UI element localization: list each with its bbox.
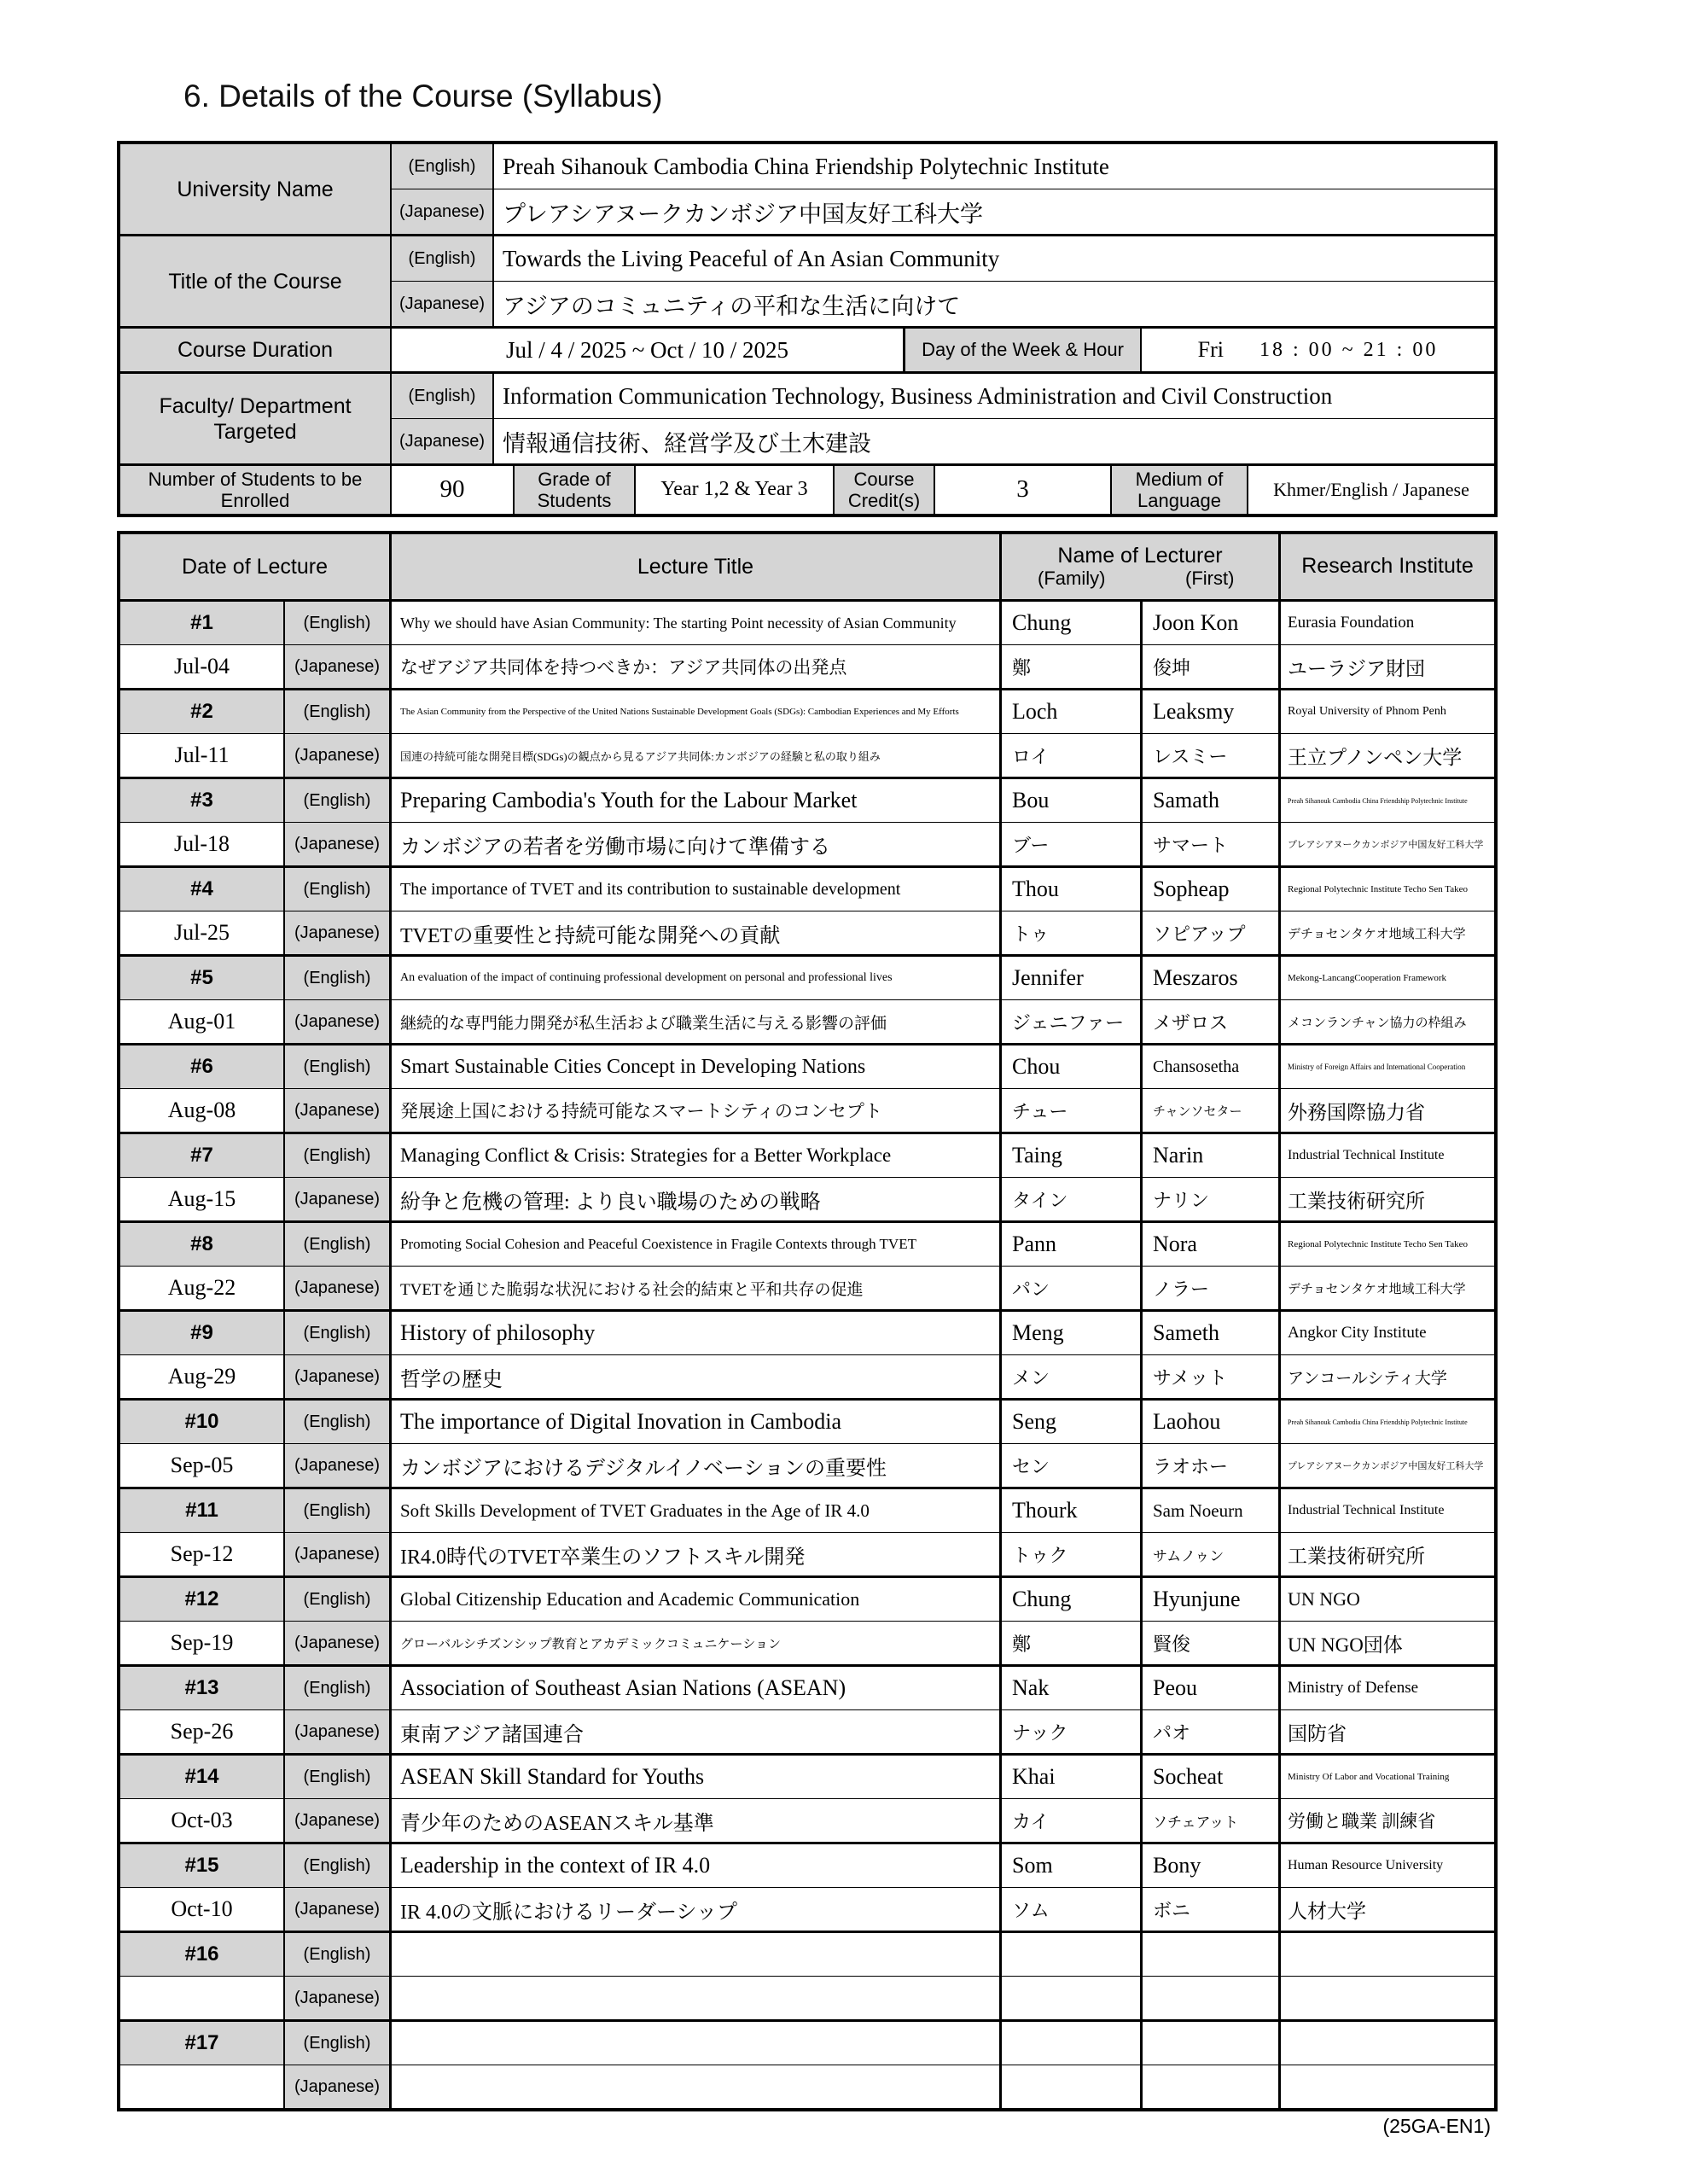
english-tag-cell: (English) <box>285 957 392 999</box>
lecture-title-en-cell: Smart Sustainable Cities Concept in Developing Nations <box>392 1045 1002 1088</box>
japanese-tag-cell: (Japanese) <box>285 1710 392 1753</box>
research-institute-ja-cell: デチョセンタケオ地域工科大学 <box>1288 927 1466 941</box>
credits-value: 3 <box>935 466 1112 514</box>
english-tag-cell: (English) <box>285 1844 392 1887</box>
course-duration-value: Jul / 4 / 2025 ~ Oct / 10 / 2025 <box>392 329 905 371</box>
lecturer-family-en-cell: Thourk <box>1002 1489 1143 1532</box>
research-institute-en-cell: UN NGO <box>1288 1588 1360 1610</box>
lecturer-family-ja-cell: 鄭 <box>1002 645 1143 688</box>
research-institute-en-cell: Ministry of Foreign Affairs and International Cooperation <box>1288 1063 1466 1071</box>
lecture-title-ja-cell: 青少年のためのASEANスキル基準 <box>392 1799 1002 1842</box>
lecturer-family-en-cell: Chung <box>1002 1578 1143 1621</box>
lecture-date-cell: Aug-01 <box>120 1000 285 1043</box>
research-institute-en-cell: Eurasia Foundation <box>1288 614 1415 632</box>
lecturer-family-ja-cell: カイ <box>1002 1799 1143 1842</box>
research-institute-en-cell: Ministry of Defense <box>1288 1679 1419 1697</box>
lecturer-first-ja-cell: 賢俊 <box>1143 1622 1281 1664</box>
research-institute-ja-cell: UN NGO団体 <box>1288 1634 1403 1656</box>
lecture-number-cell: #17 <box>120 2022 285 2065</box>
lecturer-family-en-cell: Seng <box>1002 1401 1143 1443</box>
lecture-title-ja-cell: 哲学の歴史 <box>392 1355 1002 1398</box>
research-institute-en-cell: Human Resource University <box>1288 1858 1444 1872</box>
japanese-tag-cell: (Japanese) <box>285 1533 392 1575</box>
research-institute-en-cell: Regional Polytechnic Institute Techo Sen Takeo <box>1288 884 1468 894</box>
faculty-label: Faculty/ Department Targeted <box>120 374 392 463</box>
lecture-date-cell <box>120 2065 285 2108</box>
lecture-title-ja-cell: 紛争と危機の管理: より良い職場のための戦略 <box>392 1178 1002 1220</box>
lecture-number-cell: #8 <box>120 1223 285 1266</box>
lecture-number-cell: #4 <box>120 868 285 911</box>
lecture-title-ja-cell <box>392 1977 1002 2019</box>
research-institute-ja-cell: ユーラジア財団 <box>1288 657 1425 679</box>
faculty-band <box>120 374 1494 466</box>
lecture-row-pair <box>120 868 1494 957</box>
lecturer-first-en-cell: Chansosetha <box>1143 1045 1281 1088</box>
lecture-title-ja-cell: 継続的な専門能力開発が私生活および職業生活に与える影響の評価 <box>392 1000 1002 1043</box>
lecture-date-cell: Jul-04 <box>120 645 285 688</box>
lecturer-first-en-cell: Samath <box>1143 779 1281 822</box>
course-info-table <box>117 141 1498 517</box>
lecturer-first-en-cell: Peou <box>1143 1667 1281 1709</box>
english-tag-cell: (English) <box>285 1933 392 1976</box>
lecture-row-pair <box>120 602 1494 690</box>
lecturer-first-ja-cell: サメット <box>1143 1355 1281 1398</box>
research-institute-ja-cell: プレアシアヌークカンボジア中国友好工科大学 <box>1288 840 1484 850</box>
lecture-title-ja-cell: 国連の持続可能な開発目標(SDGs)の観点から見るアジア共同体:カンボジアの経験と私の取り組み <box>392 734 1002 777</box>
course-title-english-tag: (English) <box>392 236 494 281</box>
lecture-table-header <box>120 534 1494 602</box>
lecturer-family-en-cell: Taing <box>1002 1134 1143 1177</box>
lecturer-family-en-cell: Khai <box>1002 1756 1143 1798</box>
lecturer-family-ja-cell: パン <box>1002 1267 1143 1309</box>
research-institute-ja-cell: 工業技術研究所 <box>1288 1545 1425 1567</box>
english-tag-cell: (English) <box>285 1312 392 1354</box>
lecturer-family-ja-cell <box>1002 2065 1143 2108</box>
research-institute-ja-cell: メコンランチャン協力の枠組み <box>1288 1016 1467 1030</box>
english-tag-cell: (English) <box>285 602 392 644</box>
lecture-number-cell: #12 <box>120 1578 285 1621</box>
lecture-title-ja-cell: グローバルシチズンシップ教育とアカデミックコミュニケーション <box>392 1622 1002 1664</box>
lecture-row-pair <box>120 1134 1494 1223</box>
enrollment-label: Number of Students to be Enrolled <box>120 466 392 514</box>
medium-value: Khmer/English / Japanese <box>1273 479 1469 501</box>
lecturer-family-en-cell: Chung <box>1002 602 1143 644</box>
research-institute-en-cell: Angkor City Institute <box>1288 1324 1427 1342</box>
research-institute-ja-cell: 労働と職業 訓練省 <box>1288 1811 1436 1832</box>
research-institute-ja-cell: 外務国際協力省 <box>1288 1101 1425 1123</box>
lecture-title-ja-cell: TVETを通じた脆弱な状況における社会的結束と平和共存の促進 <box>392 1267 1002 1309</box>
lecturer-first-en-cell: Bony <box>1143 1844 1281 1887</box>
lecturer-first-ja-cell: ボニ <box>1143 1888 1281 1931</box>
lecture-title-en-cell: ASEAN Skill Standard for Youths <box>392 1756 1002 1798</box>
lecturer-family-en-cell: Meng <box>1002 1312 1143 1354</box>
lecturer-family-en-cell: Som <box>1002 1844 1143 1887</box>
lecturer-family-ja-cell: タイン <box>1002 1178 1143 1220</box>
faculty-ja: 情報通信技術、経営学及び土木建設 <box>503 430 871 457</box>
lecturer-family-en-cell: Chou <box>1002 1045 1143 1088</box>
course-title-ja: アジアのコミュニティの平和な生活に向けて <box>503 293 961 319</box>
research-institute-ja-cell: 工業技術研究所 <box>1288 1190 1425 1212</box>
faculty-en: Information Communication Technology, Business Administration and Civil Construction <box>503 382 1333 409</box>
course-title-japanese-tag: (Japanese) <box>392 282 494 326</box>
lecture-date-cell: Oct-03 <box>120 1799 285 1842</box>
lecturer-family-ja-cell: ナック <box>1002 1710 1143 1753</box>
lecture-number-cell: #2 <box>120 690 285 733</box>
lecture-title-en-cell: Promoting Social Cohesion and Peaceful Coexistence in Fragile Contexts through TVET <box>392 1223 1002 1266</box>
japanese-tag-cell: (Japanese) <box>285 1977 392 2019</box>
course-duration-band <box>120 329 1494 374</box>
lecture-title-en-cell <box>392 1933 1002 1976</box>
lecture-number-cell: #9 <box>120 1312 285 1354</box>
lecture-date-cell: Sep-12 <box>120 1533 285 1575</box>
japanese-tag-cell: (Japanese) <box>285 1444 392 1487</box>
lecturer-first-ja-cell <box>1143 1977 1281 2019</box>
header-lecture-title: Lecture Title <box>392 534 1002 599</box>
lecture-number-cell: #14 <box>120 1756 285 1798</box>
japanese-tag-cell: (Japanese) <box>285 1267 392 1309</box>
japanese-tag-cell: (Japanese) <box>285 1622 392 1664</box>
english-tag-cell: (English) <box>285 779 392 822</box>
lecture-date-cell: Jul-25 <box>120 911 285 954</box>
lecture-rows <box>120 602 1494 2108</box>
japanese-tag-cell: (Japanese) <box>285 1355 392 1398</box>
lecturer-first-ja-cell: ノラー <box>1143 1267 1281 1309</box>
course-title-en: Towards the Living Peaceful of An Asian Community <box>503 245 1000 271</box>
lecturer-family-ja-cell: 鄭 <box>1002 1622 1143 1664</box>
header-first: (First) <box>1185 568 1235 590</box>
research-institute-en-cell: Industrial Technical Institute <box>1288 1148 1445 1162</box>
lecture-date-cell: Sep-05 <box>120 1444 285 1487</box>
lecture-number-cell: #16 <box>120 1933 285 1976</box>
lecture-date-cell: Jul-11 <box>120 734 285 777</box>
header-name-of-lecturer <box>1002 534 1281 599</box>
lecturer-first-ja-cell: ソピアップ <box>1143 911 1281 954</box>
lecturer-family-ja-cell: トゥク <box>1002 1533 1143 1575</box>
lecture-title-en-cell: Why we should have Asian Community: The starting Point necessity of Asian Community <box>392 602 1002 644</box>
course-title-band <box>120 236 1494 329</box>
english-tag-cell: (English) <box>285 2022 392 2065</box>
research-institute-ja-cell <box>1281 2065 1494 2108</box>
lecture-row-pair <box>120 1401 1494 1489</box>
day-of-week-hour-value <box>1142 329 1494 371</box>
english-tag-cell: (English) <box>285 1134 392 1177</box>
lecture-title-en-cell: Preparing Cambodia's Youth for the Labour Market <box>392 779 1002 822</box>
japanese-tag-cell: (Japanese) <box>285 645 392 688</box>
lecturer-family-ja-cell: ソム <box>1002 1888 1143 1931</box>
japanese-tag-cell: (Japanese) <box>285 823 392 865</box>
lecturer-first-en-cell <box>1143 2022 1281 2065</box>
lecture-title-en-cell: Leadership in the context of IR 4.0 <box>392 1844 1002 1887</box>
research-institute-ja-cell: アンコールシティ大学 <box>1288 1369 1447 1388</box>
lecture-row-pair <box>120 1578 1494 1667</box>
english-tag-cell: (English) <box>285 1578 392 1621</box>
research-institute-en-cell: Ministry Of Labor and Vocational Training <box>1288 1772 1450 1782</box>
lecture-title-en-cell: Managing Conflict & Crisis: Strategies for a Better Workplace <box>392 1134 1002 1177</box>
lecturer-family-en-cell: Jennifer <box>1002 957 1143 999</box>
lecture-date-cell: Aug-15 <box>120 1178 285 1220</box>
english-tag-cell: (English) <box>285 1045 392 1088</box>
grade-label: Grade of Students <box>515 466 636 514</box>
header-research-institute: Research Institute <box>1301 554 1474 579</box>
lecturer-family-ja-cell: ジェニファー <box>1002 1000 1143 1043</box>
japanese-tag-cell: (Japanese) <box>285 2065 392 2108</box>
lecture-row-pair <box>120 1933 1494 2022</box>
lecture-date-cell: Sep-26 <box>120 1710 285 1753</box>
lecture-title-en-cell: The importance of Digital Inovation in Cambodia <box>392 1401 1002 1443</box>
lecturer-first-en-cell: Socheat <box>1143 1756 1281 1798</box>
research-institute-ja-cell: デチョセンタケオ地域工科大学 <box>1288 1282 1466 1296</box>
research-institute-ja-cell: 国防省 <box>1288 1722 1347 1744</box>
lecturer-family-en-cell: Loch <box>1002 690 1143 733</box>
lecturer-family-ja-cell <box>1002 1977 1143 2019</box>
lecturer-first-ja-cell: メザロス <box>1143 1000 1281 1043</box>
lecturer-family-en-cell: Thou <box>1002 868 1143 911</box>
day-of-week-hour-label: Day of the Week & Hour <box>905 329 1142 371</box>
lecture-number-cell: #5 <box>120 957 285 999</box>
english-tag-cell: (English) <box>285 868 392 911</box>
lecture-title-ja-cell: 発展途上国における持続可能なスマートシティのコンセプト <box>392 1089 1002 1132</box>
lecturer-first-ja-cell: サマート <box>1143 823 1281 865</box>
lecture-row-pair <box>120 1667 1494 1756</box>
lecturer-first-en-cell: Hyunjune <box>1143 1578 1281 1621</box>
lecturer-first-ja-cell: ラオホー <box>1143 1444 1281 1487</box>
lecture-title-en-cell: Association of Southeast Asian Nations (ASEAN) <box>392 1667 1002 1709</box>
lecture-date-cell: Aug-08 <box>120 1089 285 1132</box>
lecturer-first-en-cell: Narin <box>1143 1134 1281 1177</box>
lecture-title-en-cell: History of philosophy <box>392 1312 1002 1354</box>
lecture-row-pair <box>120 2022 1494 2108</box>
lecture-date-cell: Aug-22 <box>120 1267 285 1309</box>
lecture-title-en-cell: Soft Skills Development of TVET Graduates in the Age of IR 4.0 <box>392 1489 1002 1532</box>
lecture-row-pair <box>120 957 1494 1045</box>
lecturer-first-ja-cell: ソチェアット <box>1143 1799 1281 1842</box>
lecture-date-cell: Sep-19 <box>120 1622 285 1664</box>
research-institute-en-cell: Industrial Technical Institute <box>1288 1503 1445 1517</box>
research-institute-en-cell: Preah Sihanouk Cambodia China Friendship Polytechnic Institute <box>1288 1418 1468 1426</box>
english-tag-cell: (English) <box>285 1489 392 1532</box>
english-tag-cell: (English) <box>285 1401 392 1443</box>
research-institute-en-cell <box>1281 1933 1494 1976</box>
lecturer-family-en-cell: Pann <box>1002 1223 1143 1266</box>
lecture-row-pair <box>120 1223 1494 1312</box>
japanese-tag-cell: (Japanese) <box>285 1799 392 1842</box>
lecture-row-pair <box>120 1312 1494 1401</box>
header-lecturer-line: Name of Lecturer <box>1057 543 1223 568</box>
research-institute-ja-cell: 人材大学 <box>1288 1900 1366 1922</box>
lecture-date-cell: Jul-18 <box>120 823 285 865</box>
hour-range: 18 : 00 ~ 21 : 00 <box>1259 338 1439 361</box>
lecturer-family-en-cell <box>1002 2022 1143 2065</box>
lecturer-first-en-cell: Sameth <box>1143 1312 1281 1354</box>
research-institute-en-cell: Mekong-LancangCooperation Framework <box>1288 973 1447 983</box>
lecturer-first-en-cell: Laohou <box>1143 1401 1281 1443</box>
enrollment-value: 90 <box>392 466 515 514</box>
form-code: (25GA-EN1) <box>1382 2115 1491 2137</box>
lecturer-family-ja-cell: チュー <box>1002 1089 1143 1132</box>
research-institute-en-cell: Royal University of Phnom Penh <box>1288 705 1446 718</box>
grade-value: Year 1,2 & Year 3 <box>636 466 835 514</box>
university-english-tag: (English) <box>392 144 494 189</box>
lecture-title-en-cell: An evaluation of the impact of continuing professional development on personal and professional lives <box>392 957 1002 999</box>
faculty-english-tag: (English) <box>392 374 494 418</box>
university-japanese-tag: (Japanese) <box>392 189 494 234</box>
lecture-title-ja-cell: カンボジアの若者を労働市場に向けて準備する <box>392 823 1002 865</box>
university-name-ja: プレアシアヌークカンボジア中国友好工科大学 <box>503 201 983 227</box>
lecturer-first-ja-cell: 俊坤 <box>1143 645 1281 688</box>
lecturer-family-ja-cell: ブー <box>1002 823 1143 865</box>
lecture-title-ja-cell: IR4.0時代のTVET卒業生のソフトスキル開発 <box>392 1533 1002 1575</box>
lecture-table <box>117 531 1498 2111</box>
lecturer-family-en-cell <box>1002 1933 1143 1976</box>
lecture-number-cell: #13 <box>120 1667 285 1709</box>
lecture-row-pair <box>120 1756 1494 1844</box>
japanese-tag-cell: (Japanese) <box>285 1178 392 1220</box>
lecturer-first-en-cell: Leaksmy <box>1143 690 1281 733</box>
lecture-row-pair <box>120 690 1494 779</box>
lecturer-first-en-cell: Joon Kon <box>1143 602 1281 644</box>
lecturer-family-en-cell: Nak <box>1002 1667 1143 1709</box>
lecture-number-cell: #6 <box>120 1045 285 1088</box>
lecturer-family-ja-cell: メン <box>1002 1355 1143 1398</box>
lecture-number-cell: #1 <box>120 602 285 644</box>
lecture-title-en-cell <box>392 2022 1002 2065</box>
lecturer-first-ja-cell <box>1143 2065 1281 2108</box>
research-institute-ja-cell: 王立プノンペン大学 <box>1288 746 1463 768</box>
page-title: 6. Details of the Course (Syllabus) <box>183 79 663 114</box>
lecture-number-cell: #10 <box>120 1401 285 1443</box>
english-tag-cell: (English) <box>285 1667 392 1709</box>
lecture-number-cell: #11 <box>120 1489 285 1532</box>
course-duration-label: Course Duration <box>120 329 392 371</box>
lecturer-first-en-cell <box>1143 1933 1281 1976</box>
header-family: (Family) <box>1038 568 1106 590</box>
lecture-title-ja-cell: IR 4.0の文脈におけるリーダーシップ <box>392 1888 1002 1931</box>
lecture-number-cell: #7 <box>120 1134 285 1177</box>
enrollment-band <box>120 466 1494 514</box>
course-title-label: Title of the Course <box>120 236 392 326</box>
research-institute-en-cell: Regional Polytechnic Institute Techo Sen Takeo <box>1288 1239 1468 1249</box>
research-institute-ja-cell <box>1281 1977 1494 2019</box>
lecture-title-ja-cell: カンボジアにおけるデジタルイノベーションの重要性 <box>392 1444 1002 1487</box>
lecturer-first-ja-cell: チャンソセター <box>1143 1089 1281 1132</box>
research-institute-en-cell <box>1281 2022 1494 2065</box>
faculty-japanese-tag: (Japanese) <box>392 419 494 463</box>
english-tag-cell: (English) <box>285 1223 392 1266</box>
japanese-tag-cell: (Japanese) <box>285 1000 392 1043</box>
lecture-title-en-cell: Global Citizenship Education and Academic Communication <box>392 1578 1002 1621</box>
lecture-row-pair <box>120 1489 1494 1578</box>
lecture-number-cell: #15 <box>120 1844 285 1887</box>
lecturer-first-ja-cell: パオ <box>1143 1710 1281 1753</box>
lecture-row-pair <box>120 1045 1494 1134</box>
lecturer-first-ja-cell: レスミー <box>1143 734 1281 777</box>
lecture-title-ja-cell: なぜアジア共同体を持つべきか：アジア共同体の出発点 <box>392 645 1002 688</box>
lecturer-first-ja-cell: サムノゥン <box>1143 1533 1281 1575</box>
english-tag-cell: (English) <box>285 690 392 733</box>
lecturer-first-en-cell: Sopheap <box>1143 868 1281 911</box>
lecturer-first-en-cell: Meszaros <box>1143 957 1281 999</box>
header-date-of-lecture: Date of Lecture <box>120 534 392 599</box>
lecturer-first-en-cell: Nora <box>1143 1223 1281 1266</box>
lecture-row-pair <box>120 779 1494 868</box>
day-of-week: Fri <box>1197 337 1224 362</box>
lecturer-first-en-cell: Sam Noeurn <box>1143 1489 1281 1532</box>
japanese-tag-cell: (Japanese) <box>285 911 392 954</box>
lecture-row-pair <box>120 1844 1494 1933</box>
lecture-title-ja-cell: TVETの重要性と持続可能な開発への貢献 <box>392 911 1002 954</box>
university-name-label: University Name <box>120 144 392 234</box>
university-band <box>120 144 1494 236</box>
lecture-title-ja-cell <box>392 2065 1002 2108</box>
lecture-date-cell: Aug-29 <box>120 1355 285 1398</box>
research-institute-ja-cell: プレアシアヌークカンボジア中国友好工科大学 <box>1288 1461 1484 1471</box>
lecture-number-cell: #3 <box>120 779 285 822</box>
medium-label: Medium of Language <box>1112 466 1248 514</box>
lecturer-family-en-cell: Bou <box>1002 779 1143 822</box>
lecture-title-en-cell: The importance of TVET and its contribution to sustainable development <box>392 868 1002 911</box>
university-name-en: Preah Sihanouk Cambodia China Friendship Polytechnic Institute <box>503 153 1109 179</box>
research-institute-en-cell: Preah Sihanouk Cambodia China Friendship Polytechnic Institute <box>1288 796 1468 805</box>
lecture-title-ja-cell: 東南アジア諸国連合 <box>392 1710 1002 1753</box>
japanese-tag-cell: (Japanese) <box>285 1888 392 1931</box>
japanese-tag-cell: (Japanese) <box>285 734 392 777</box>
lecturer-family-ja-cell: トゥ <box>1002 911 1143 954</box>
japanese-tag-cell: (Japanese) <box>285 1089 392 1132</box>
lecturer-family-ja-cell: ロイ <box>1002 734 1143 777</box>
lecture-title-en-cell: The Asian Community from the Perspective of the United Nations Sustainable Development Goals (SDGs): Cambodian Experiences and My Efforts <box>392 690 1002 733</box>
credits-label: Course Credit(s) <box>835 466 935 514</box>
lecturer-first-ja-cell: ナリン <box>1143 1178 1281 1220</box>
english-tag-cell: (English) <box>285 1756 392 1798</box>
lecture-date-cell: Oct-10 <box>120 1888 285 1931</box>
lecturer-family-ja-cell: セン <box>1002 1444 1143 1487</box>
lecture-date-cell <box>120 1977 285 2019</box>
